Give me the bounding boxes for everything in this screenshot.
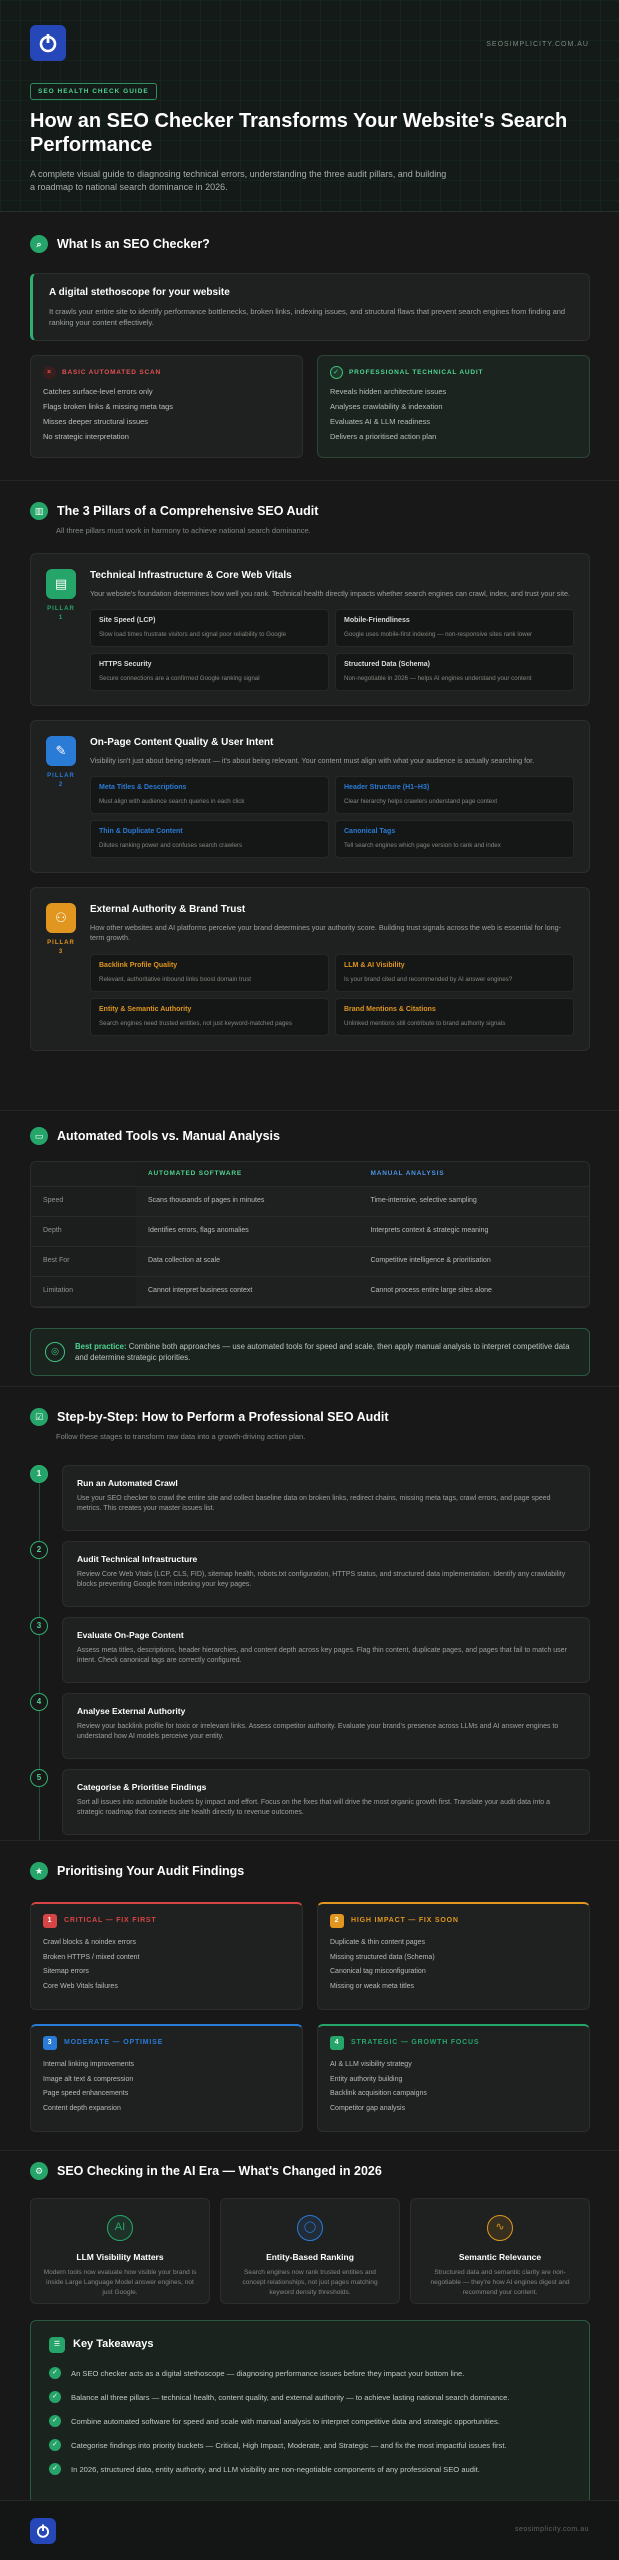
pillar-item-desc: Search engines need trusted entities, not just keyword-matched pages bbox=[99, 1020, 292, 1028]
check-icon: ✓ bbox=[49, 2391, 61, 2403]
takeaways-section bbox=[30, 2320, 590, 2504]
pillar-item-title: Entity & Semantic Authority bbox=[99, 1005, 192, 1013]
pillar-title: External Authority & Brand Trust bbox=[90, 904, 246, 916]
pillar-item-title: Header Structure (H1–H3) bbox=[344, 784, 430, 792]
pillar-item-title: Meta Titles & Descriptions bbox=[99, 784, 187, 792]
table-row bbox=[31, 1276, 589, 1306]
footer-site[interactable]: seosimplicity.com.au bbox=[514, 2526, 589, 2534]
pillar-item-title: Site Speed (LCP) bbox=[99, 616, 156, 624]
check-icon: ✓ bbox=[49, 2367, 61, 2379]
table-cell: Scans thousands of pages in minutes bbox=[136, 1186, 358, 1216]
list-item: Flags broken links & missing meta tags bbox=[43, 402, 174, 412]
comparison-table bbox=[30, 1161, 590, 1308]
priority-header bbox=[330, 2036, 577, 2050]
list-item: Image alt text & compression bbox=[43, 2075, 134, 2083]
col-automated: AUTOMATED SOFTWARE bbox=[136, 1162, 358, 1186]
priority-header bbox=[43, 1914, 290, 1928]
section-title: What Is an SEO Checker? bbox=[57, 237, 210, 251]
pillar-item-title: LLM & AI Visibility bbox=[344, 961, 405, 969]
step-desc: Sort all issues into actionable buckets by impact and effort. Focus on the fixes that will drive the most organic growth first. Translate your audit data into a strategic roadmap that connects site health directly to revenue outcomes. bbox=[77, 1799, 550, 1817]
takeaways-card bbox=[30, 2320, 590, 2504]
priority-number: 2 bbox=[330, 1914, 344, 1928]
pillar-item-desc: Secure connections are a confirmed Google ranking signal bbox=[99, 675, 260, 683]
pillar-item-desc: Google uses mobile-first indexing — non-responsive sites rank lower bbox=[344, 631, 533, 639]
priority-section bbox=[30, 1862, 590, 2132]
table-row bbox=[31, 1186, 589, 1216]
list-item: Evaluates AI & LLM readiness bbox=[330, 417, 431, 427]
ai-title: Semantic Relevance bbox=[458, 2252, 542, 2263]
gear-icon: ⚙ bbox=[30, 2162, 48, 2180]
step-title: Evaluate On-Page Content bbox=[77, 1630, 184, 1640]
check-icon: ✓ bbox=[330, 366, 343, 379]
x-icon: × bbox=[43, 366, 56, 379]
pillar-grid bbox=[90, 776, 574, 858]
hero-header bbox=[0, 0, 619, 212]
pillar-item bbox=[90, 609, 329, 647]
takeaway-item bbox=[49, 2439, 571, 2451]
check-icon: ✓ bbox=[49, 2463, 61, 2475]
pillar-title: On-Page Content Quality & User Intent bbox=[90, 737, 274, 749]
priority-header bbox=[43, 2036, 290, 2050]
step-desc: Assess meta titles, descriptions, header hierarchies, and content depth across key pages. Flag thin content, duplicate pages, and pages that fail to match user intent. Check canonical tags are correctly configured. bbox=[77, 1647, 567, 1665]
step-card bbox=[62, 1465, 590, 1531]
what-section bbox=[30, 235, 590, 458]
clipboard-icon: ☰ bbox=[49, 2337, 65, 2353]
footer bbox=[0, 2500, 619, 2560]
pillar-item bbox=[335, 653, 574, 691]
step-title: Run an Automated Crawl bbox=[77, 1478, 178, 1488]
section-subtitle: Follow these stages to transform raw data into a growth-driving action plan. bbox=[56, 1432, 306, 1442]
table-cell: Competitive intelligence & prioritisation bbox=[358, 1246, 589, 1276]
step-item bbox=[30, 1693, 590, 1769]
pillar-item bbox=[335, 776, 574, 814]
list-item: Misses deeper structural issues bbox=[43, 417, 149, 427]
tools-section bbox=[30, 1127, 590, 1376]
step-item bbox=[30, 1617, 590, 1693]
step-number: 5 bbox=[30, 1769, 48, 1787]
list-item: Missing structured data (Schema) bbox=[330, 1953, 435, 1961]
list-item: Sitemap errors bbox=[43, 1968, 89, 1976]
steps-section bbox=[30, 1408, 590, 1845]
priority-number: 1 bbox=[43, 1914, 57, 1928]
ai-icon: ◯ bbox=[297, 2215, 323, 2241]
takeaway-item bbox=[49, 2391, 571, 2403]
table-cell: Depth bbox=[31, 1216, 136, 1246]
pillar-item-desc: Clear hierarchy helps crawlers understand page context bbox=[344, 798, 498, 806]
step-desc: Review your backlink profile for toxic or irrelevant links. Assess competitor authority. Evaluate your brand's presence across LLMs and AI answer engines to understand how AI models perceive your entity. bbox=[77, 1723, 559, 1741]
pillar-item bbox=[90, 776, 329, 814]
takeaway-item bbox=[49, 2367, 571, 2379]
pillar-item bbox=[90, 820, 329, 858]
list-item: Missing or weak meta titles bbox=[330, 1983, 415, 1991]
list-item: Entity authority building bbox=[330, 2075, 403, 2083]
basic-scan-card bbox=[30, 355, 303, 458]
takeaway-text: An SEO checker acts as a digital stethoscope — diagnosing performance issues before they impact your bottom line. bbox=[71, 2368, 465, 2378]
table-cell: Limitation bbox=[31, 1276, 136, 1306]
ai-title: LLM Visibility Matters bbox=[76, 2252, 164, 2263]
pillar-item-title: Brand Mentions & Citations bbox=[344, 1005, 436, 1013]
pillar-label: PILLAR 2 bbox=[47, 773, 75, 788]
priority-label: CRITICAL — FIX FIRST bbox=[64, 1917, 157, 1925]
step-number: 2 bbox=[30, 1541, 48, 1559]
pillar-item bbox=[335, 998, 574, 1036]
list-item: AI & LLM visibility strategy bbox=[330, 2061, 412, 2069]
priority-card bbox=[30, 1902, 303, 2010]
col-manual: MANUAL ANALYSIS bbox=[358, 1162, 589, 1186]
table-cell: Cannot process entire large sites alone bbox=[358, 1276, 589, 1306]
pillar-title: Technical Infrastructure & Core Web Vitals bbox=[90, 570, 292, 581]
ai-desc: Search engines now rank trusted entities and concept relationships, not just pages matching keyword density thresholds. bbox=[242, 2269, 378, 2296]
check-icon: ✓ bbox=[49, 2415, 61, 2427]
step-card bbox=[62, 1617, 590, 1683]
page-subtitle: A complete visual guide to diagnosing technical errors, understanding the three audit pillars, and building a roadmap to national search dominance in 2026. bbox=[30, 168, 447, 193]
step-number: 4 bbox=[30, 1693, 48, 1711]
best-label: Best practice: bbox=[75, 1341, 127, 1351]
table-cell: Best For bbox=[31, 1246, 136, 1276]
list-item: Broken HTTPS / mixed content bbox=[43, 1953, 140, 1961]
step-card bbox=[62, 1541, 590, 1607]
priority-list bbox=[330, 1938, 577, 1992]
page-title: How an SEO Checker Transforms Your Website's Search Performance bbox=[30, 110, 568, 157]
pro-label: PROFESSIONAL TECHNICAL AUDIT bbox=[349, 369, 484, 377]
pro-audit-card bbox=[317, 355, 590, 458]
priority-label: STRATEGIC — GROWTH FOCUS bbox=[351, 2039, 480, 2047]
list-item: Content depth expansion bbox=[43, 2105, 121, 2113]
priority-card bbox=[317, 1902, 590, 2010]
pillar-desc: Visibility isn't just about being relevant — it's about being relevant. Your content must align with what your audience is actually searching for. bbox=[90, 755, 535, 765]
section-title: The 3 Pillars of a Comprehensive SEO Audit bbox=[57, 504, 319, 518]
priority-list bbox=[330, 2060, 577, 2114]
table-cell: Cannot interpret business context bbox=[136, 1276, 358, 1306]
pillars-section bbox=[30, 502, 590, 1051]
pillar-icon: ✎ bbox=[46, 736, 76, 766]
ai-title: Entity-Based Ranking bbox=[266, 2252, 354, 2263]
table-cell: Speed bbox=[31, 1186, 136, 1216]
priority-number: 4 bbox=[330, 2036, 344, 2050]
list-item: Catches surface-level errors only bbox=[43, 387, 153, 397]
pillar-icon: ▤ bbox=[46, 569, 76, 599]
pillar-card bbox=[30, 553, 590, 706]
table-cell: Interprets context & strategic meaning bbox=[358, 1216, 589, 1246]
pillar-item-title: Thin & Duplicate Content bbox=[99, 828, 183, 836]
step-number: 1 bbox=[30, 1465, 48, 1483]
pillar-item-title: Canonical Tags bbox=[344, 828, 396, 836]
pillar-item-desc: Must align with audience search queries in each click bbox=[99, 798, 245, 806]
pillar-item bbox=[90, 998, 329, 1036]
pillar-icon: ⚇ bbox=[46, 903, 76, 933]
takeaways-title: Key Takeaways bbox=[73, 2338, 154, 2351]
card-text: It crawls your entire site to identify performance bottlenecks, broken links, indexing issues, and structural flaws that prevent search engines from finding and ranking your content effectively. bbox=[49, 306, 566, 327]
pillar-item-desc: Non-negotiable in 2026 — helps AI engines understand your content bbox=[344, 675, 532, 683]
pillar-item bbox=[335, 609, 574, 647]
pillar-badge bbox=[46, 903, 76, 1036]
list-item: Delivers a prioritised action plan bbox=[330, 432, 437, 441]
step-number: 3 bbox=[30, 1617, 48, 1635]
priority-list bbox=[43, 2060, 290, 2114]
pillar-item-desc: Relevant, authoritative inbound links boost domain trust bbox=[99, 975, 252, 983]
list-item: Duplicate & thin content pages bbox=[330, 1939, 425, 1947]
takeaway-item bbox=[49, 2415, 571, 2427]
checklist-icon: ☑ bbox=[30, 1408, 48, 1426]
pillar-badge bbox=[46, 736, 76, 858]
step-desc: Review Core Web Vitals (LCP, CLS, FID), sitemap health, robots.txt configuration, HTTPS status, and structured data implementation. Identify any crawlability blocks preventing Google from indexing your key pages. bbox=[77, 1571, 566, 1589]
step-desc: Use your SEO checker to crawl the entire site and collect baseline data on broken links, redirect chains, missing meta tags, crawl errors, and page speed metrics. This creates your master issues list. bbox=[77, 1495, 551, 1513]
list-item: Canonical tag misconfiguration bbox=[330, 1968, 426, 1976]
pillar-item-title: Backlink Profile Quality bbox=[99, 961, 178, 969]
step-title: Analyse External Authority bbox=[77, 1706, 186, 1716]
check-icon: ✓ bbox=[49, 2439, 61, 2451]
pillar-desc: How other websites and AI platforms perceive your brand determines your authority score. Building trust signals across the web is essential for long-term growth. bbox=[90, 922, 562, 943]
ai-desc: Modern tools now evaluate how visible your brand is inside Large Language Model answer engines, not just Google. bbox=[43, 2269, 197, 2296]
pillar-badge bbox=[46, 569, 76, 691]
pillar-item-desc: Unlinked mentions still contribute to brand authority signals bbox=[344, 1020, 506, 1028]
pillar-item-title: Structured Data (Schema) bbox=[344, 661, 430, 669]
step-item bbox=[30, 1769, 590, 1845]
table-row bbox=[31, 1216, 589, 1246]
list-item: Reveals hidden architecture issues bbox=[330, 387, 447, 397]
pillar-label: PILLAR 1 bbox=[47, 606, 75, 621]
ai-card bbox=[410, 2198, 590, 2304]
pillar-item bbox=[335, 820, 574, 858]
pillar-grid bbox=[90, 609, 574, 691]
list-item: Competitor gap analysis bbox=[330, 2105, 406, 2113]
priority-header bbox=[330, 1914, 577, 1928]
ai-desc: Structured data and semantic clarity are non-negotiable — they're how AI engines digest and recommend your content. bbox=[430, 2269, 570, 2296]
ai-section bbox=[30, 2162, 590, 2304]
pillar-body bbox=[90, 903, 574, 1036]
ai-icon: ∿ bbox=[487, 2215, 513, 2241]
pillar-item-desc: Slow load times frustrate visitors and signal poor reliability to Google bbox=[99, 631, 287, 639]
list-item: Internal linking improvements bbox=[43, 2061, 135, 2069]
pillar-item-desc: Dilutes ranking power and confuses search crawlers bbox=[99, 842, 243, 850]
list-item: Page speed enhancements bbox=[43, 2090, 129, 2098]
basic-label: BASIC AUTOMATED SCAN bbox=[62, 369, 161, 377]
section-subtitle: All three pillars must work in harmony to achieve national search dominance. bbox=[56, 526, 311, 536]
priority-label: HIGH IMPACT — FIX SOON bbox=[351, 1917, 459, 1925]
pillar-item-title: Mobile-Friendliness bbox=[344, 616, 410, 624]
pillar-grid bbox=[90, 954, 574, 1036]
priority-list bbox=[43, 1938, 290, 1992]
best-text: Combine both approaches — use automated tools for speed and scale, then apply manual analysis to interpret competitive data and determine strategic priorities. bbox=[75, 1341, 570, 1362]
card-title: A digital stethoscope for your website bbox=[49, 287, 230, 299]
takeaway-text: Categorise findings into priority buckets — Critical, High Impact, Moderate, and Strategic — and fix the most impactful issues first. bbox=[71, 2440, 507, 2450]
table-cell: Identifies errors, flags anomalies bbox=[136, 1216, 358, 1246]
list-item: Analyses crawlability & indexation bbox=[330, 402, 443, 412]
guide-tag: SEO HEALTH CHECK GUIDE bbox=[30, 83, 157, 100]
pillar-card bbox=[30, 720, 590, 873]
table-cell: Time-intensive, selective sampling bbox=[358, 1186, 589, 1216]
step-item bbox=[30, 1465, 590, 1541]
site-url[interactable]: SEOSIMPLICITY.COM.AU bbox=[486, 41, 589, 48]
step-card bbox=[62, 1693, 590, 1759]
ai-card bbox=[220, 2198, 400, 2304]
pillar-item bbox=[335, 954, 574, 992]
step-item bbox=[30, 1541, 590, 1617]
stethoscope-card bbox=[30, 273, 590, 341]
star-icon: ★ bbox=[30, 1862, 48, 1880]
step-card bbox=[62, 1769, 590, 1835]
pillar-card bbox=[30, 887, 590, 1051]
pillar-item bbox=[90, 653, 329, 691]
pillar-body bbox=[90, 736, 574, 858]
priority-card bbox=[30, 2024, 303, 2132]
step-title: Categorise & Prioritise Findings bbox=[77, 1782, 207, 1792]
list-item: Crawl blocks & noindex errors bbox=[43, 1939, 136, 1947]
section-title: SEO Checking in the AI Era — What's Changed in 2026 bbox=[57, 2164, 382, 2178]
target-icon: ◎ bbox=[45, 1342, 65, 1362]
list-item: No strategic interpretation bbox=[43, 432, 129, 441]
takeaway-item bbox=[49, 2463, 571, 2475]
pillar-desc: Your website's foundation determines how well you rank. Technical health directly impacts whether search engines can crawl, index, and trust your site. bbox=[90, 588, 570, 598]
monitor-icon: ▭ bbox=[30, 1127, 48, 1145]
chart-icon: ▥ bbox=[30, 502, 48, 520]
section-title: Prioritising Your Audit Findings bbox=[57, 1864, 245, 1878]
footer-logo[interactable] bbox=[30, 2518, 56, 2544]
search-icon: ⌕ bbox=[30, 235, 48, 253]
priority-number: 3 bbox=[43, 2036, 57, 2050]
pillar-item-desc: Tell search engines which page version to rank and index bbox=[344, 842, 501, 850]
brand-logo[interactable] bbox=[30, 25, 66, 61]
takeaway-text: Combine automated software for speed and scale with manual analysis to interpret competitive data and strategic opportunities. bbox=[71, 2416, 500, 2426]
pillar-label: PILLAR 3 bbox=[47, 940, 75, 956]
ai-icon: AI bbox=[107, 2215, 133, 2241]
ai-card bbox=[30, 2198, 210, 2304]
priority-label: MODERATE — OPTIMISE bbox=[64, 2039, 164, 2047]
takeaway-text: Balance all three pillars — technical health, content quality, and external authority — to achieve lasting national search dominance. bbox=[71, 2392, 510, 2402]
list-item: Backlink acquisition campaigns bbox=[330, 2090, 427, 2098]
pillar-item-desc: Is your brand cited and recommended by AI answer engines? bbox=[344, 975, 513, 983]
list-item: Core Web Vitals failures bbox=[43, 1983, 118, 1991]
pillar-item bbox=[90, 954, 329, 992]
best-practice-callout bbox=[30, 1328, 590, 1377]
table-cell: Data collection at scale bbox=[136, 1246, 358, 1276]
priority-card bbox=[317, 2024, 590, 2132]
table-row bbox=[31, 1246, 589, 1276]
pillar-item-title: HTTPS Security bbox=[99, 661, 152, 669]
step-title: Audit Technical Infrastructure bbox=[77, 1554, 198, 1564]
section-title: Automated Tools vs. Manual Analysis bbox=[57, 1129, 280, 1143]
pillar-body bbox=[90, 569, 574, 691]
takeaway-text: In 2026, structured data, entity authority, and LLM visibility are non-negotiable components of any professional SEO audit. bbox=[71, 2464, 480, 2474]
section-title: Step-by-Step: How to Perform a Professional SEO Audit bbox=[57, 1410, 389, 1424]
